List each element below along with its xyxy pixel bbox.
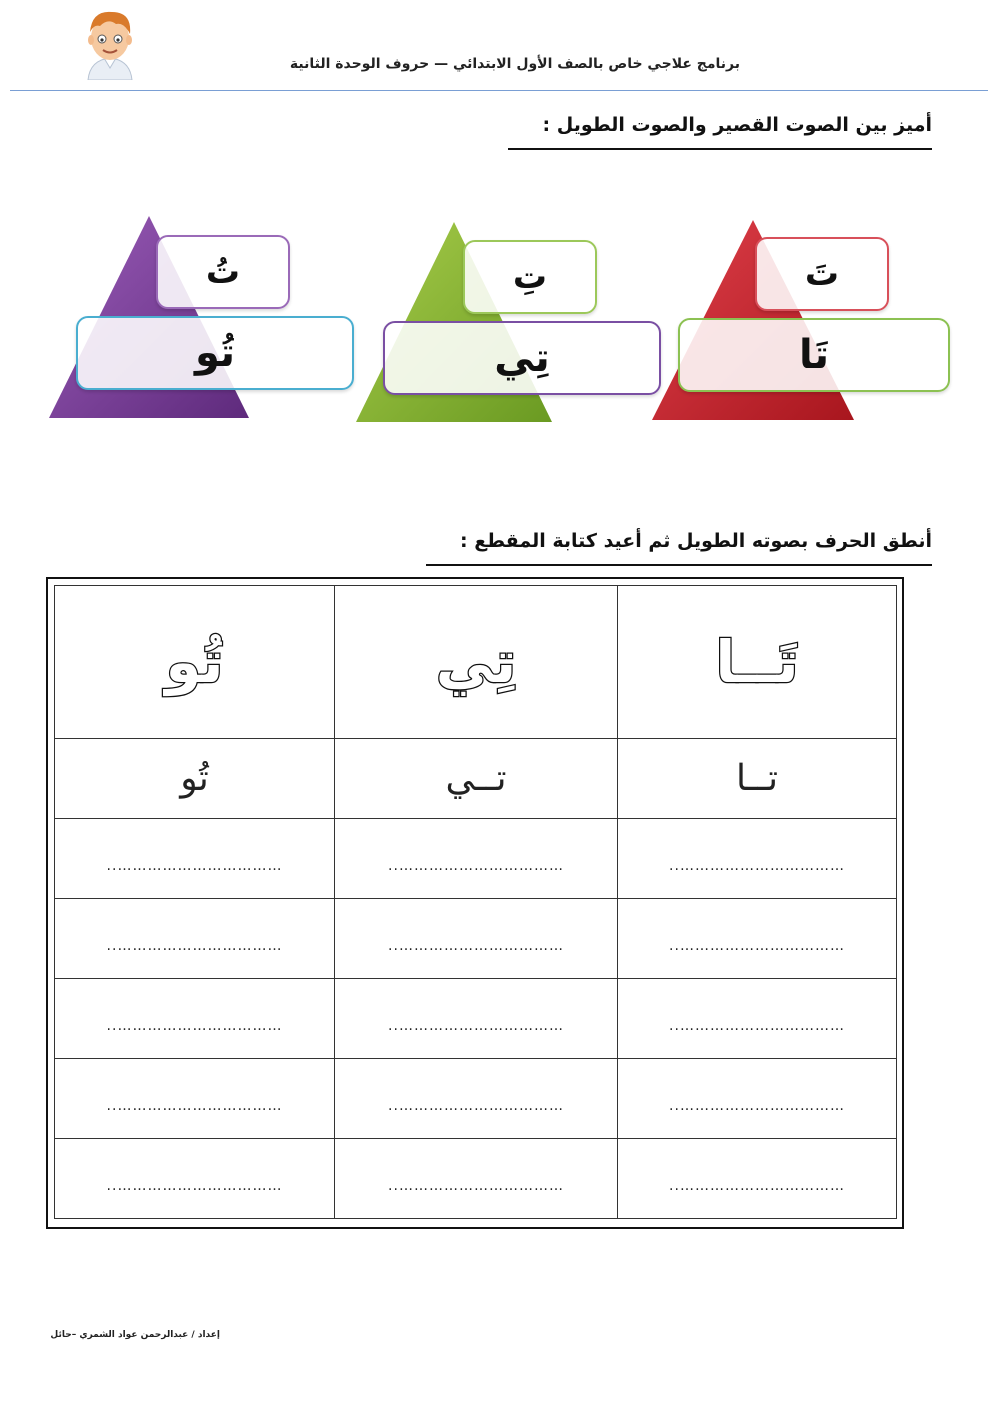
trace-syllable: تــا: [735, 758, 779, 799]
short-vowel-box: تُ: [156, 235, 290, 309]
writing-cell[interactable]: [55, 819, 335, 899]
dotted-line: ……………………………..: [106, 1177, 283, 1194]
dotted-line: ……………………………..: [106, 1097, 283, 1114]
writing-cell[interactable]: [335, 1059, 618, 1139]
dotted-line: ……………………………..: [388, 857, 564, 874]
model-syllable: تُو: [165, 628, 224, 696]
model-cell: [335, 586, 618, 739]
short-vowel-box: تِ: [463, 240, 597, 314]
model-syllable: تِي: [435, 628, 517, 696]
header-divider: [10, 90, 988, 91]
writing-cell[interactable]: [335, 979, 618, 1059]
section1-heading: أميز بين الصوت القصير والصوت الطويل :: [542, 114, 932, 136]
writing-cell[interactable]: [55, 1059, 335, 1139]
writing-row: [55, 979, 897, 1059]
dotted-line: ……………………………..: [669, 1097, 845, 1114]
writing-practice-table: [54, 585, 897, 1219]
dotted-line: ……………………………..: [669, 1177, 845, 1194]
writing-row: [55, 899, 897, 979]
dotted-line: ……………………………..: [669, 937, 845, 954]
dotted-line: ……………………………..: [669, 857, 845, 874]
section2-heading-underline: [426, 564, 932, 566]
writing-cell[interactable]: [618, 979, 897, 1059]
writing-row: [55, 1139, 897, 1219]
model-cell: [55, 586, 335, 739]
dotted-line: ……………………………..: [388, 1017, 564, 1034]
writing-cell[interactable]: [618, 1059, 897, 1139]
short-vowel-box: تَ: [755, 237, 889, 311]
writing-cell[interactable]: [55, 899, 335, 979]
trace-cell: [55, 739, 335, 819]
header-title: برنامج علاجي خاص بالصف الأول الابتدائي — حروف الوحدة الثانية: [289, 56, 740, 72]
trace-syllable: تــي: [445, 758, 507, 799]
section2-heading: أنطق الحرف بصوته الطويل ثم أعيد كتابة المقطع :: [459, 530, 932, 552]
boy-avatar-icon: [78, 6, 142, 80]
writing-cell[interactable]: [335, 819, 618, 899]
trace-cell: [618, 739, 897, 819]
writing-cell[interactable]: [618, 899, 897, 979]
writing-cell[interactable]: [55, 1139, 335, 1219]
dotted-line: ……………………………..: [388, 1097, 564, 1114]
writing-cell[interactable]: [335, 899, 618, 979]
long-vowel-box: تُو: [76, 316, 354, 390]
dotted-line: ……………………………..: [388, 937, 564, 954]
model-row: [55, 586, 897, 739]
dotted-line: ……………………………..: [106, 937, 283, 954]
writing-row: [55, 1059, 897, 1139]
dotted-line: ……………………………..: [388, 1177, 564, 1194]
model-cell: [618, 586, 897, 739]
long-vowel-box: تَا: [678, 318, 950, 392]
writing-cell[interactable]: [618, 819, 897, 899]
trace-cell: [335, 739, 618, 819]
trace-syllable: تُو: [180, 758, 209, 799]
dotted-line: ……………………………..: [106, 857, 283, 874]
section1-heading-underline: [508, 148, 932, 150]
writing-cell[interactable]: [55, 979, 335, 1059]
writing-cell[interactable]: [335, 1139, 618, 1219]
writing-row: [55, 819, 897, 899]
dotted-line: ……………………………..: [106, 1017, 283, 1034]
trace-row: [55, 739, 897, 819]
dotted-line: ……………………………..: [669, 1017, 845, 1034]
footer-credit: إعداد / عبدالرحمن عواد الشمري –حائل: [50, 1330, 220, 1340]
short-long-vowel-diagram: [0, 200, 992, 440]
long-vowel-box: تِي: [383, 321, 661, 395]
writing-cell[interactable]: [618, 1139, 897, 1219]
model-syllable: تَــا: [715, 628, 799, 696]
